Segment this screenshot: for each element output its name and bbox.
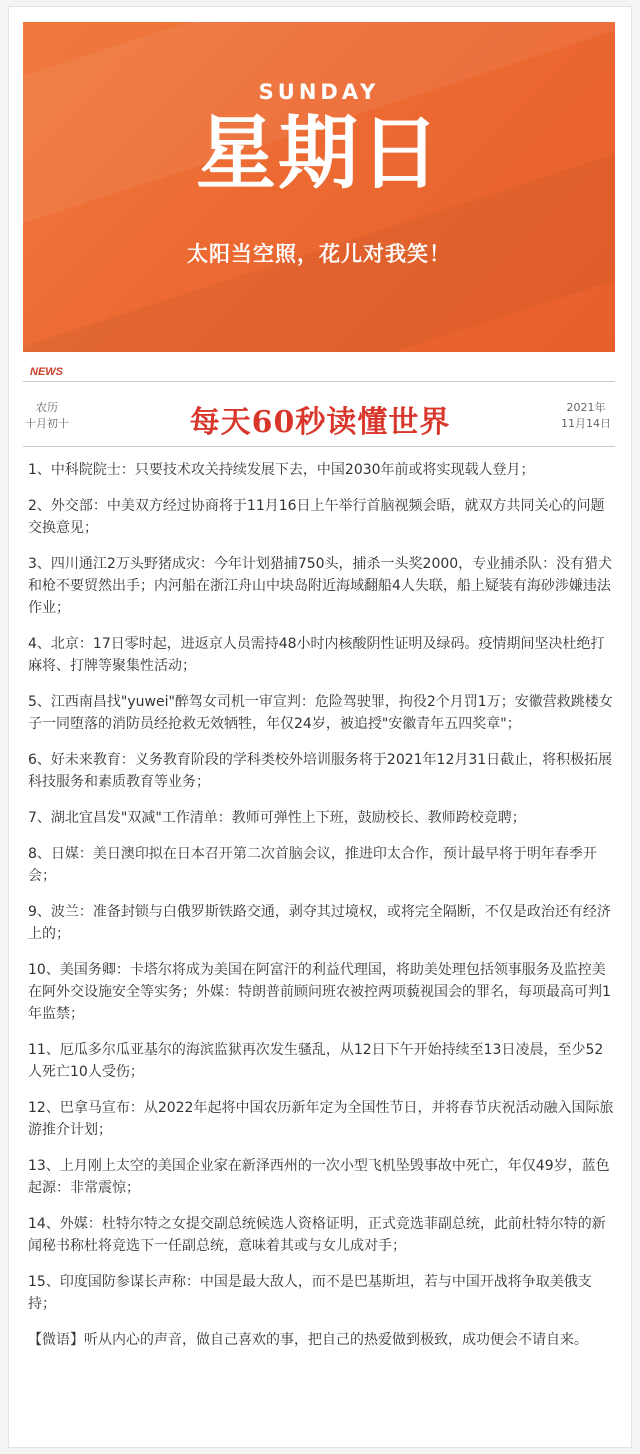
list-item: 5、江西南昌找"yuwei"醉驾女司机一审宣判：危险驾驶罪，拘役2个月罚1万；安徽营救跳楼女子一同堕落的消防员经抢救无效牺牲，年仅24岁，被追授"安徽青年五四奖章"； xyxy=(28,694,613,732)
lunar-date: 十月初十 xyxy=(25,417,69,430)
list-item: 13、上月刚上太空的美国企业家在新泽西州的一次小型飞机坠毁事故中死亡，年仅49岁，蓝色起源：非常震惊； xyxy=(28,1158,610,1196)
list-item: 14、外媒：杜特尔特之女提交副总统候选人资格证明，正式竞选菲副总统，此前杜特尔特的新闻秘书称杜将竞选下一任副总统，意味着其或与女儿成对手； xyxy=(28,1216,606,1254)
list-item: 1、中科院院士：只要技术攻关持续发展下去，中国2030年前或将实现载人登月； xyxy=(28,462,535,478)
sunday-banner xyxy=(23,22,615,352)
news-list xyxy=(28,459,614,1365)
date-block xyxy=(556,400,616,432)
date-year: 2021年 xyxy=(566,401,606,414)
banner-title: 星期日 xyxy=(196,107,442,200)
quote-text: 【微语】听从内心的声音，做自己喜欢的事，把自己的热爱做到极致，成功便会不请自来。 xyxy=(28,1332,588,1348)
banner-sunday-text: SUNDAY xyxy=(258,80,380,104)
list-item: 9、波兰：准备封锁与白俄罗斯铁路交通，剥夺其过境权，或将完全隔断，不仅是政治还有经济上的； xyxy=(28,904,611,942)
list-item: 8、日媒：美日澳印拟在日本召开第二次首脑会议，推进印太合作，预计最早将于明年春季开会； xyxy=(28,846,597,884)
list-item: 10、美国务卿：卡塔尔将成为美国在阿富汗的利益代理国，将助美处理包括领事服务及监控美在阿外交设施安全等实务；外媒：特朗普前顾问班农被控两项藐视国会的罪名，每项最高可判1年监禁； xyxy=(28,962,611,1022)
list-item: 15、印度国防参谋长声称：中国是最大敌人，而不是巴基斯坦，若与中国开战将争取美俄支持； xyxy=(28,1274,592,1312)
headline: 每天60秒读懂世界 xyxy=(189,405,451,440)
news-tag: NEWS xyxy=(30,366,63,378)
header-divider xyxy=(23,446,615,447)
lunar-label: 农历 xyxy=(36,401,58,414)
list-item: 11、厄瓜多尔瓜亚基尔的海滨监狱再次发生骚乱，从12日下午开始持续至13日凌晨，至少52人死亡10人受伤； xyxy=(28,1042,604,1080)
list-item: 12、巴拿马宣布：从2022年起将中国农历新年定为全国性节日，并将春节庆祝活动融入国际旅游推介计划； xyxy=(28,1100,614,1138)
date-day: 11月14日 xyxy=(561,417,611,430)
banner-slogan: 太阳当空照，花儿对我笑！ xyxy=(187,242,451,266)
news-divider xyxy=(23,381,615,382)
list-item: 3、四川通江2万头野猪成灾：今年计划猎捕750头，捕杀一头奖2000，专业捕杀队：没有猎犬和枪不要贸然出手；内河船在浙江舟山中块岛附近海域翻船4人失联，船上疑装有海砂涉嫌违法作业； xyxy=(28,556,613,616)
list-item: 6、好未来教育：义务教育阶段的学科类校外培训服务将于2021年12月31日截止，将积极拓展科技服务和素质教育等业务； xyxy=(28,752,613,790)
list-item: 2、外交部：中美双方经过协商将于11月16日上午举行首脑视频会晤，就双方共同关心的问题交换意见； xyxy=(28,498,605,536)
list-item: 7、湖北宜昌发"双减"工作清单：教师可弹性上下班，鼓励校长、教师跨校竞聘； xyxy=(28,810,526,826)
list-item: 4、北京：17日零时起，进返京人员需持48小时内核酸阴性证明及绿码。疫情期间坚决杜绝打麻将、打牌等聚集性活动； xyxy=(28,636,605,674)
